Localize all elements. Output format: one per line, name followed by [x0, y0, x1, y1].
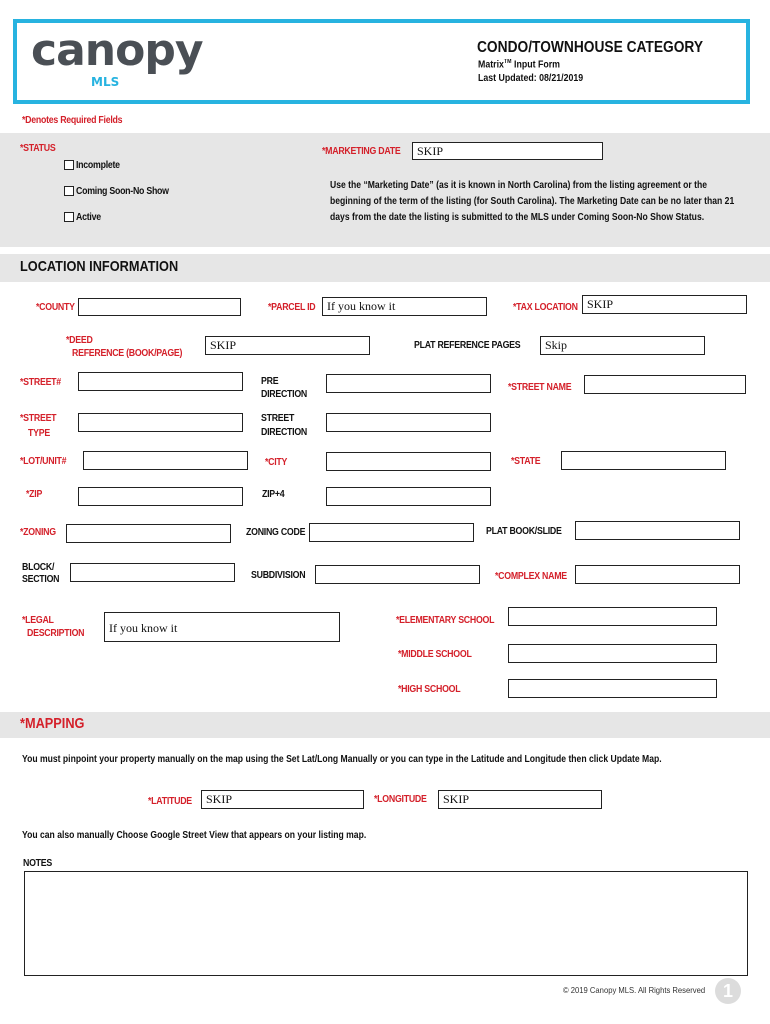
zoning-code-field[interactable] — [309, 523, 474, 542]
pre-direction-label-2: DIRECTION — [261, 389, 308, 400]
deed-reference-label-2: REFERENCE (BOOK/PAGE) — [72, 348, 183, 359]
street-number-field[interactable] — [78, 372, 243, 391]
input-form-label: Input Form — [511, 59, 560, 71]
tax-location-label: *TAX LOCATION — [513, 302, 578, 313]
deed-reference-field[interactable]: SKIP — [205, 336, 370, 355]
status-coming-soon-checkbox[interactable] — [64, 186, 74, 196]
county-label: *COUNTY — [36, 302, 75, 313]
state-label: *STATE — [511, 456, 541, 467]
street-name-label: *STREET NAME — [508, 382, 572, 393]
lot-unit-field[interactable] — [83, 451, 248, 470]
page-number: 1 — [722, 981, 733, 1001]
plat-book-field[interactable] — [575, 521, 740, 540]
logo-sub: MLS — [91, 75, 120, 89]
mapping-instructions: You must pinpoint your property manually on the map using the Set Lat/Long Manually or you can type in the Latitude and Longitude then click Update Map. — [22, 754, 662, 765]
trademark: TM — [503, 59, 512, 65]
legal-description-field[interactable]: If you know it — [104, 612, 340, 642]
legal-description-label-2: DESCRIPTION — [27, 628, 85, 639]
header-frame — [13, 19, 750, 104]
matrix-label: Matrix — [478, 59, 504, 71]
notes-field[interactable] — [24, 871, 748, 976]
marketing-date-label: *MARKETING DATE — [322, 146, 401, 157]
latitude-field[interactable]: SKIP — [201, 790, 364, 809]
middle-school-field[interactable] — [508, 644, 717, 663]
street-type-label-2: TYPE — [28, 428, 50, 439]
mapping-section-title: *MAPPING — [20, 715, 85, 732]
tax-location-field[interactable]: SKIP — [582, 295, 747, 314]
zip4-label: ZIP+4 — [262, 489, 285, 500]
complex-name-label: *COMPLEX NAME — [495, 571, 567, 582]
copyright-notice: © 2019 Canopy MLS. All Rights Reserved — [563, 985, 706, 995]
block-section-field[interactable] — [70, 563, 235, 582]
street-name-field[interactable] — [584, 375, 746, 394]
block-section-label-1: BLOCK/ — [22, 562, 55, 573]
mapping-header-band — [0, 712, 770, 738]
plat-reference-label: PLAT REFERENCE PAGES — [414, 340, 521, 351]
page-number-badge — [715, 978, 741, 1004]
elementary-school-label: *ELEMENTARY SCHOOL — [396, 615, 495, 626]
logo-word: canopy — [31, 25, 203, 76]
street-view-note: You can also manually Choose Google Street View that appears on your listing map. — [22, 830, 367, 841]
required-note: *Denotes Required Fields — [22, 115, 123, 126]
street-type-label-1: *STREET — [20, 413, 57, 424]
county-field[interactable] — [78, 298, 241, 316]
status-coming-soon-label: Coming Soon-No Show — [76, 186, 169, 197]
complex-name-field[interactable] — [575, 565, 740, 584]
form-title: CONDO/TOWNHOUSE CATEGORY — [477, 39, 704, 56]
zoning-code-label: ZONING CODE — [246, 527, 306, 538]
longitude-field[interactable]: SKIP — [438, 790, 602, 809]
location-section-title: LOCATION INFORMATION — [20, 258, 179, 275]
street-direction-label-2: DIRECTION — [261, 427, 308, 438]
deed-reference-label-1: *DEED — [66, 335, 93, 346]
middle-school-label: *MIDDLE SCHOOL — [398, 649, 472, 660]
plat-book-label: PLAT BOOK/SLIDE — [486, 526, 562, 537]
status-incomplete-checkbox[interactable] — [64, 160, 74, 170]
city-field[interactable] — [326, 452, 491, 471]
marketing-date-note: Use the “Marketing Date” (as it is known in North Carolina) from the listing agreement or the beginning of the term of the listing (for South Carolina). The Marketing Date can be no later than 21 days from the date the listing is submitted to the MLS under Coming Soon-No Show Status. — [330, 180, 735, 223]
zip4-field[interactable] — [326, 487, 491, 506]
parcel-id-field[interactable]: If you know it — [322, 297, 487, 316]
state-field[interactable] — [561, 451, 726, 470]
subdivision-label: SUBDIVISION — [251, 570, 306, 581]
zoning-field[interactable] — [66, 524, 231, 543]
marketing-date-field[interactable]: SKIP — [412, 142, 603, 160]
status-active-checkbox[interactable] — [64, 212, 74, 222]
street-type-field[interactable] — [78, 413, 243, 432]
plat-reference-field[interactable]: Skip — [540, 336, 705, 355]
city-label: *CITY — [265, 457, 288, 468]
block-section-label-2: SECTION — [22, 574, 60, 585]
latitude-label: *LATITUDE — [148, 796, 192, 807]
subdivision-field[interactable] — [315, 565, 480, 584]
lot-unit-label: *LOT/UNIT# — [20, 456, 67, 467]
pre-direction-field[interactable] — [326, 374, 491, 393]
zip-field[interactable] — [78, 487, 243, 506]
street-direction-label-1: STREET — [261, 413, 295, 424]
legal-description-label-1: *LEGAL — [22, 615, 54, 626]
form-subtitle — [478, 59, 560, 70]
street-number-label: *STREET# — [20, 377, 61, 388]
zip-label: *ZIP — [26, 489, 43, 500]
high-school-field[interactable] — [508, 679, 717, 698]
status-label: *STATUS — [20, 143, 56, 154]
high-school-label: *HIGH SCHOOL — [398, 684, 461, 695]
elementary-school-field[interactable] — [508, 607, 717, 626]
status-incomplete-label: Incomplete — [76, 160, 120, 171]
zoning-label: *ZONING — [20, 527, 56, 538]
pre-direction-label-1: PRE — [261, 376, 279, 387]
canopy-logo — [31, 27, 231, 91]
status-active-label: Active — [76, 212, 101, 223]
notes-label: NOTES — [23, 858, 52, 869]
longitude-label: *LONGITUDE — [374, 794, 427, 805]
last-updated: Last Updated: 08/21/2019 — [478, 73, 584, 84]
street-direction-field[interactable] — [326, 413, 491, 432]
parcel-id-label: *PARCEL ID — [268, 302, 316, 313]
